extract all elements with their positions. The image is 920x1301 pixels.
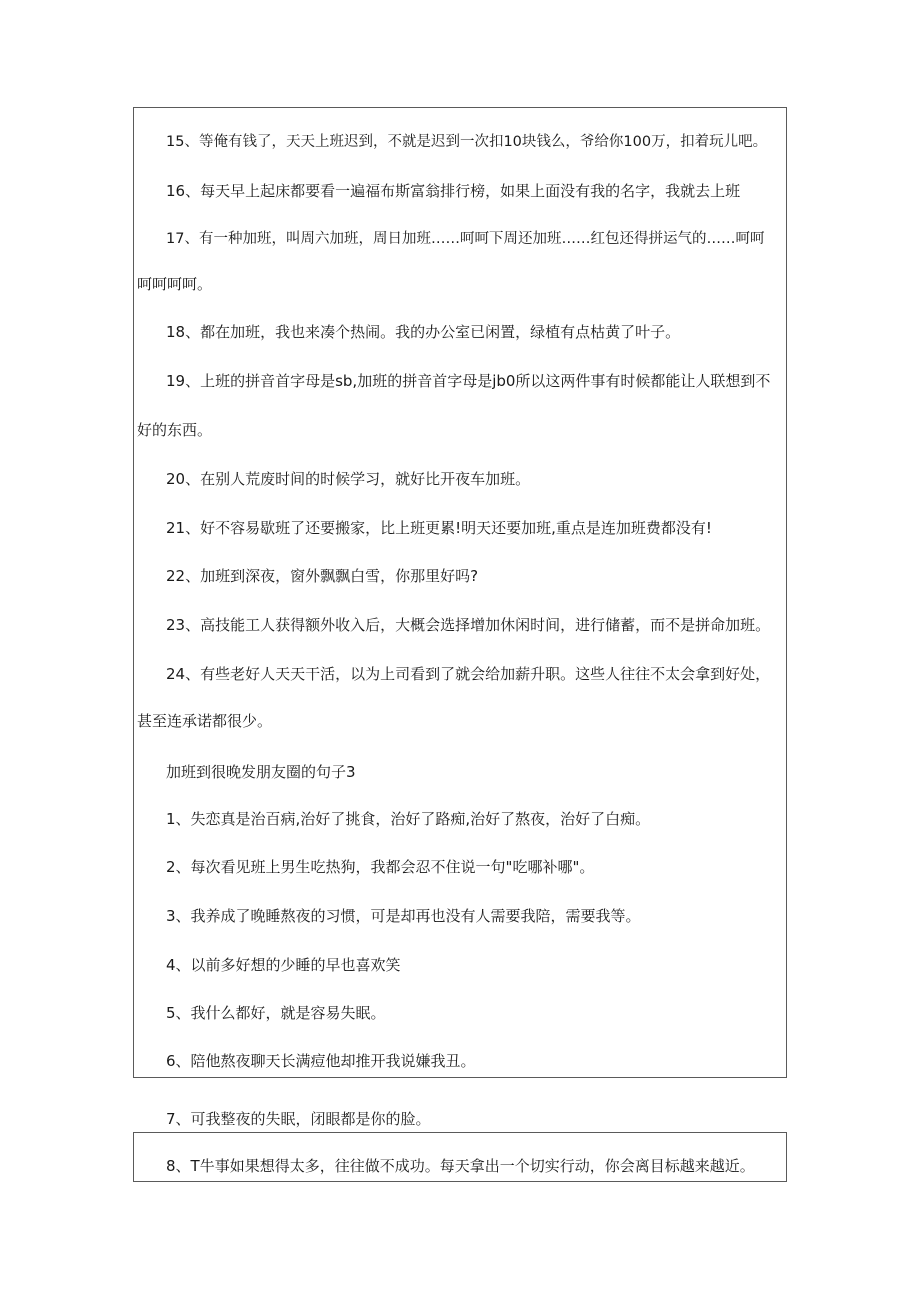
paragraph-24-continued: 甚至连承诺都很少。 [137, 712, 273, 730]
list-item-3: 3、我养成了晚睡熬夜的习惯，可是却再也没有人需要我陪，需要我等。 [166, 907, 641, 925]
paragraph-17: 17、有一种加班，叫周六加班，周日加班……呵呵下周还加班……红包还得拼运气的……呵呵 [166, 231, 765, 247]
paragraph-18: 18、都在加班，我也来凑个热闹。我的办公室已闲置，绿植有点枯黄了叶子。 [166, 323, 681, 341]
paragraph-22: 22、加班到深夜，窗外飘飘白雪，你那里好吗? [166, 567, 479, 585]
paragraph-15: 15、等俺有钱了，天天上班迟到，不就是迟到一次扣10块钱么，爷给你100万，扣着玩儿吧。 [166, 134, 768, 150]
paragraph-20: 20、在别人荒废时间的时候学习，就好比开夜车加班。 [166, 470, 531, 488]
paragraph-23: 23、高技能工人获得额外收入后，大概会选择增加休闲时间，进行储蓄，而不是拼命加班。 [166, 616, 771, 634]
list-item-7: 7、可我整夜的失眠，闭眼都是你的脸。 [166, 1110, 431, 1128]
list-item-5: 5、我什么都好，就是容易失眠。 [166, 1004, 386, 1022]
list-item-4: 4、以前多好想的少睡的早也喜欢笑 [166, 956, 401, 974]
section-heading: 加班到很晚发朋友圈的句子3 [166, 763, 356, 781]
list-item-1: 1、失恋真是治百病,治好了挑食，治好了路痴,治好了熬夜，治好了白痴。 [166, 810, 651, 828]
list-item-2: 2、每次看见班上男生吃热狗，我都会忍不住说一句"吃哪补哪"。 [166, 858, 595, 876]
paragraph-21: 21、好不容易歇班了还要搬家，比上班更累!明天还要加班,重点是连加班费都没有! [166, 519, 712, 537]
paragraph-19: 19、上班的拼音首字母是sb,加班的拼音首字母是jb0所以这两件事有时候都能让人联想到不 [166, 372, 771, 390]
list-item-6: 6、陪他熬夜聊天长满痘他却推开我说嫌我丑。 [166, 1052, 476, 1070]
paragraph-16: 16、每天早上起床都要看一遍福布斯富翁排行榜，如果上面没有我的名字，我就去上班 [166, 182, 741, 200]
paragraph-17-continued: 呵呵呵呵。 [137, 275, 213, 293]
list-item-8: 8、T牛事如果想得太多，往往做不成功。每天拿出一个切实行动，你会离目标越来越近。 [166, 1157, 755, 1175]
paragraph-24: 24、有些老好人天天干活，以为上司看到了就会给加薪升职。这些人往往不太会拿到好处， [166, 665, 771, 683]
paragraph-19-continued: 好的东西。 [137, 421, 213, 439]
content-box-1 [133, 107, 787, 1078]
